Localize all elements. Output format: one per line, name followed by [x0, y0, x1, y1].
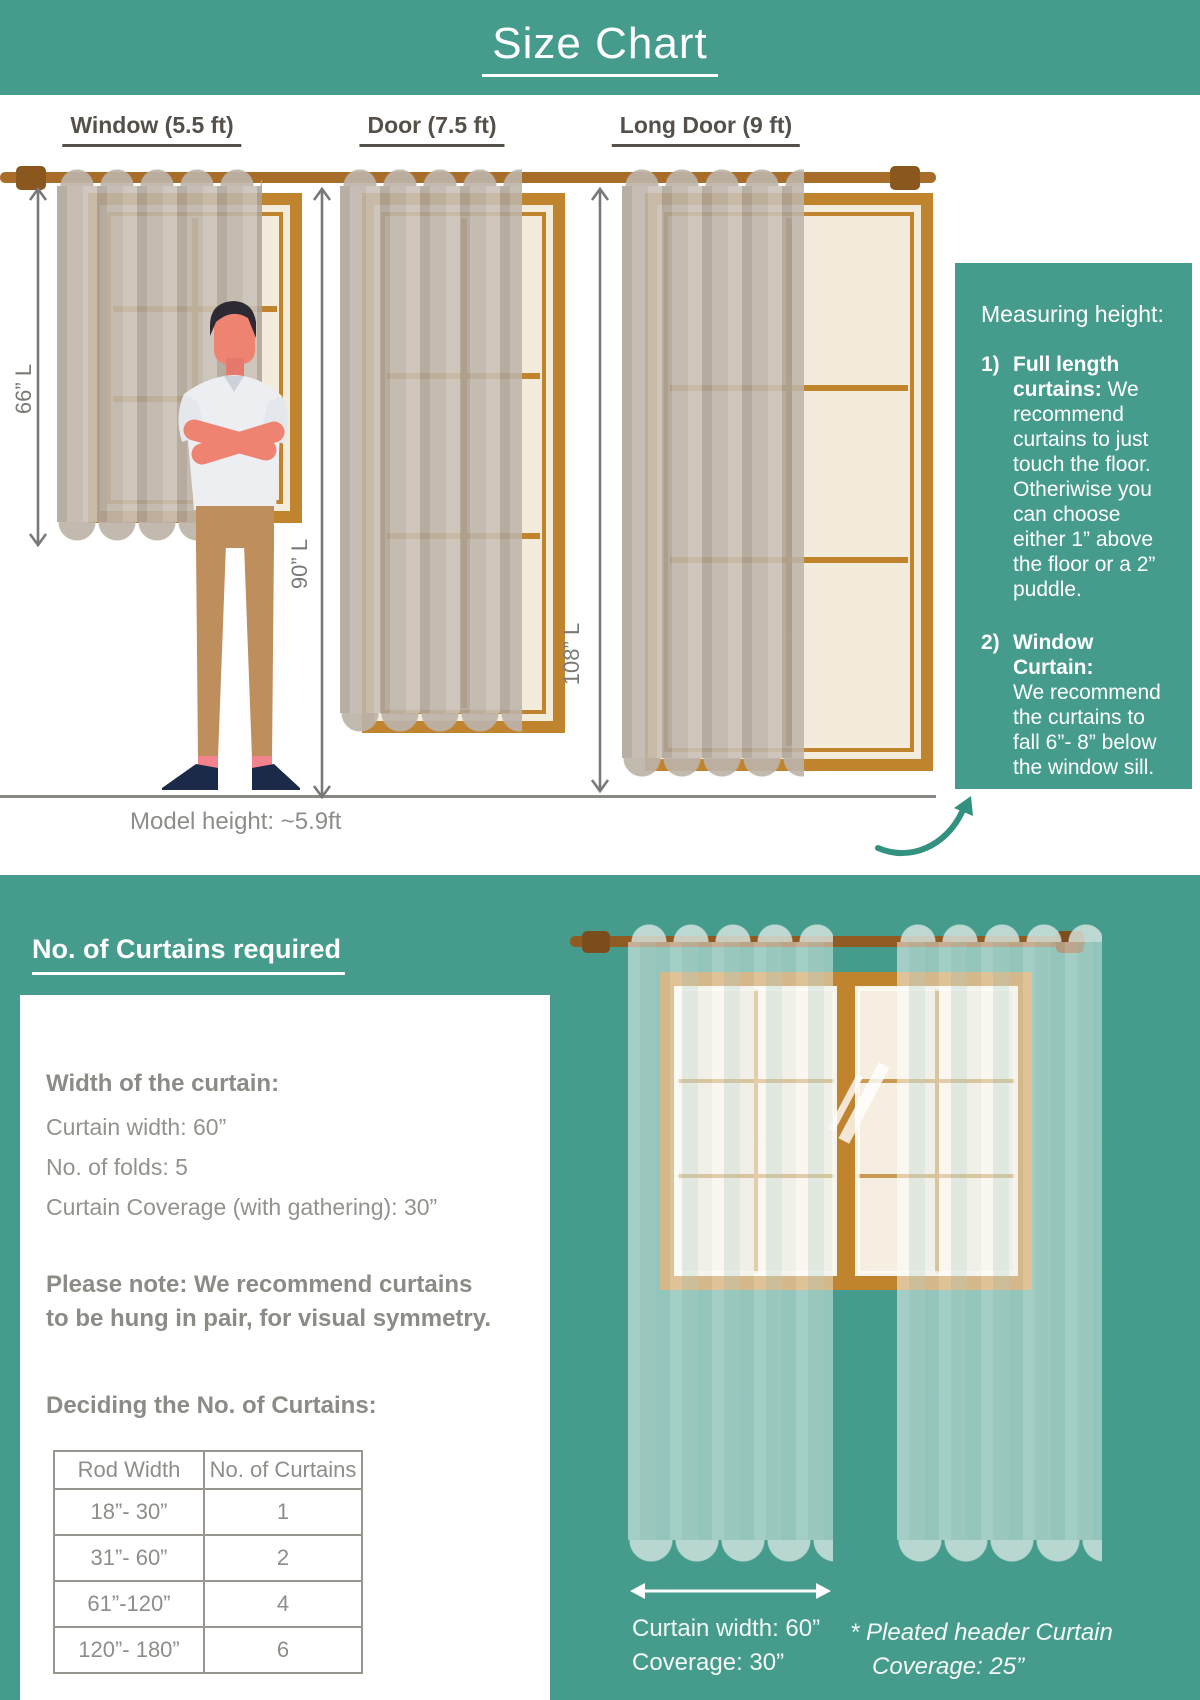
item-number: 2): [981, 631, 1000, 654]
long-door-curtain: [622, 160, 804, 782]
curtain-count-heading: No. of Curtains required: [32, 934, 345, 975]
length-label-108: 108” L: [559, 622, 584, 686]
sheer-curtain-right: [897, 916, 1102, 1566]
curtain-hem: [897, 1540, 1102, 1566]
curtain-body: [340, 186, 522, 713]
curtain-count-table: [53, 1450, 363, 1674]
window-column-label: Window (5.5 ft): [62, 112, 241, 147]
deciding-title: Deciding the No. of Curtains:: [46, 1392, 377, 1419]
rod-finial-right: [890, 166, 920, 190]
length-arrow-90: [312, 186, 332, 800]
curtain-body: [622, 186, 804, 758]
table-header-row: [54, 1451, 362, 1489]
item-body: We recommend curtains to just touch the floor. Otheriwise you can choose either 1” above the floor or a 2” puddle.: [1013, 378, 1156, 601]
curtain-body: [628, 942, 833, 1540]
cell-rod-width: 120”- 180”: [54, 1627, 204, 1673]
length-label-66: 66” L: [11, 363, 36, 415]
sheer-curtain-left: [628, 916, 833, 1566]
measuring-height-box: [955, 263, 1192, 789]
table-row: [54, 1581, 362, 1627]
page-title: Size Chart: [482, 19, 717, 77]
header-no-of-curtains: No. of Curtains: [204, 1451, 362, 1489]
cell-rod-width: 31”- 60”: [54, 1535, 204, 1581]
curtain-header: [622, 160, 804, 186]
pair-note: Please note: We recommend curtains to be hung in pair, for visual symmetry.: [46, 1271, 491, 1333]
cell-count: 6: [204, 1627, 362, 1673]
item-text: [1013, 630, 1174, 780]
measuring-item-1: [981, 352, 1174, 602]
note-line-2: Coverage: 25”: [872, 1653, 1025, 1680]
folds-line: No. of folds: 5: [46, 1154, 188, 1180]
model-height-caption: Model height: ~5.9ft: [130, 808, 342, 835]
width-arrow: [628, 1580, 833, 1602]
measuring-item-2: [981, 630, 1174, 780]
curved-arrow-icon: [862, 790, 982, 858]
table-row: [54, 1627, 362, 1673]
caption-line-1: Curtain width: 60”: [632, 1615, 821, 1642]
table-row: [54, 1535, 362, 1581]
measuring-height-title: Measuring height:: [981, 301, 1164, 327]
curtain-hem: [622, 758, 804, 782]
curtain-hem: [628, 1540, 833, 1566]
cell-count: 1: [204, 1489, 362, 1535]
item-number: 1): [981, 353, 1000, 376]
cell-count: 4: [204, 1581, 362, 1627]
curtain-header: [340, 160, 522, 186]
item-text: [1013, 352, 1174, 602]
width-of-curtain-title: Width of the curtain:: [46, 1070, 280, 1097]
length-arrow-108: [590, 186, 610, 794]
pleated-note: [850, 1616, 1113, 1684]
caption-line-2: Coverage: 30”: [632, 1649, 785, 1676]
header-band: [0, 0, 1200, 95]
rod-finial-left: [582, 931, 610, 953]
door-curtain: [340, 160, 522, 737]
curtain-width-line: Curtain width: 60”: [46, 1114, 227, 1140]
cell-rod-width: 18”- 30”: [54, 1489, 204, 1535]
header-rod-width: Rod Width: [54, 1451, 204, 1489]
curtain-header: [897, 916, 1102, 942]
item-body: We recommend the curtains to fall 6”- 8” below the window sill.: [1013, 681, 1161, 779]
door-column-label: Door (7.5 ft): [359, 112, 504, 147]
long-door-column-label: Long Door (9 ft): [612, 112, 800, 147]
item-bold: Window Curtain:: [1013, 631, 1094, 679]
table-row: [54, 1489, 362, 1535]
note-line-1: * Pleated header Curtain: [850, 1619, 1113, 1646]
curtain-header: [628, 916, 833, 942]
item-bold: Full length curtains:: [1013, 353, 1120, 401]
curtain-hem: [340, 713, 522, 737]
floor-line: [0, 795, 936, 798]
coverage-line: Curtain Coverage (with gathering): 30”: [46, 1194, 438, 1220]
length-label-90: 90” L: [287, 538, 312, 590]
curtain-width-caption: [632, 1612, 820, 1680]
cell-count: 2: [204, 1535, 362, 1581]
curtain-header: [57, 160, 262, 186]
cell-rod-width: 61”-120”: [54, 1581, 204, 1627]
curtain-body: [897, 942, 1102, 1540]
model-illustration: [152, 296, 302, 800]
